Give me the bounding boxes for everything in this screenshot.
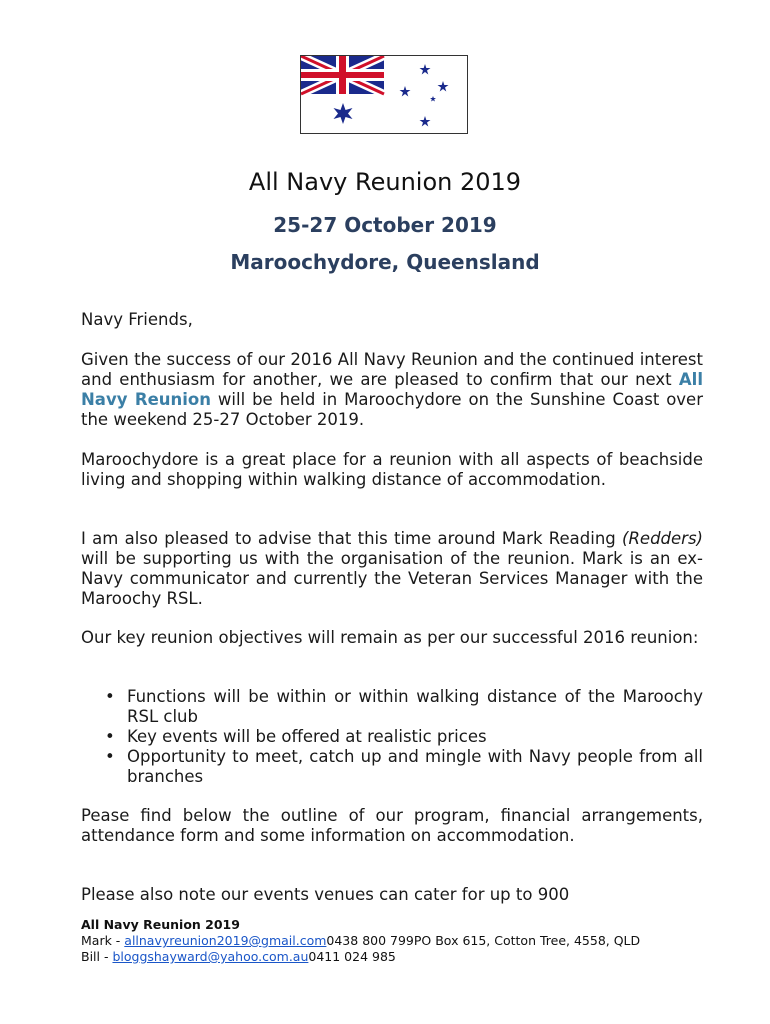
bullet-icon: • [105, 727, 115, 746]
organiser-text-end: will be supporting us with the organisation of the reunion. Mark is an ex-Navy communicator and currently the Veteran Services Manager with the Maroochy RSL. [81, 549, 703, 608]
union-jack-icon [301, 56, 384, 94]
event-dates: 25-27 October 2019 [273, 213, 497, 237]
contact-bill-details: 0411 024 985 [308, 949, 396, 964]
organiser-nickname: (Redders) [622, 529, 703, 548]
footer-title: All Navy Reunion 2019 [81, 917, 240, 932]
organiser-text-start: I am also pleased to advise that this time around Mark Reading [81, 529, 623, 548]
contact-mark-label: Mark - [81, 933, 125, 948]
event-location: Maroochydore, Queensland [230, 250, 540, 274]
list-item-text: Opportunity to meet, catch up and mingle with Navy people from all branches [127, 747, 703, 786]
page-title: All Navy Reunion 2019 [248, 168, 522, 196]
bullet-icon: • [105, 747, 115, 766]
contact-bill [81, 949, 701, 965]
contact-bill-label: Bill - [81, 949, 113, 964]
list-item [81, 727, 703, 747]
list-item [81, 687, 703, 727]
page-footer [81, 917, 701, 965]
greeting: Navy Friends, [81, 310, 193, 329]
paragraph-organiser [81, 529, 703, 609]
paragraph-venue-capacity: Please also note our events venues can cater for up to 900 [81, 885, 570, 904]
paragraph-objectives: Our key reunion objectives will remain as per our successful 2016 reunion: [81, 628, 699, 647]
list-item-text: Functions will be within or within walking distance of the Maroochy RSL club [127, 687, 703, 726]
paragraph-outline: Pease find below the outline of our program, financial arrangements, attendance form and some information on accommodation. [81, 806, 703, 845]
objectives-list [81, 687, 703, 787]
intro-text-start: Given the success of our 2016 All Navy Reunion and the continued interest and enthusiasm for another, we are pleased to confirm that our next [81, 350, 703, 389]
contact-mark [81, 933, 701, 949]
contact-mark-details: 0438 800 799PO Box 615, Cotton Tree, 4558, QLD [326, 933, 641, 948]
email-link-mark[interactable]: allnavyreunion2019@gmail.com [124, 933, 327, 948]
list-item-text: Key events will be offered at realistic prices [127, 727, 487, 746]
reunion-highlight: All Navy Reunion [81, 370, 703, 409]
email-link-bill[interactable]: bloggshayward@yahoo.com.au [112, 949, 309, 964]
paragraph-location: Maroochydore is a great place for a reunion with all aspects of beachside living and shopping within walking distance of accommodation. [81, 450, 703, 489]
list-item [81, 747, 703, 787]
paragraph-intro [81, 350, 703, 430]
australian-flag-icon [300, 55, 468, 134]
intro-text-end: will be held in Maroochydore on the Sunshine Coast over the weekend 25-27 October 2019. [81, 390, 703, 429]
bullet-icon: • [105, 687, 115, 706]
